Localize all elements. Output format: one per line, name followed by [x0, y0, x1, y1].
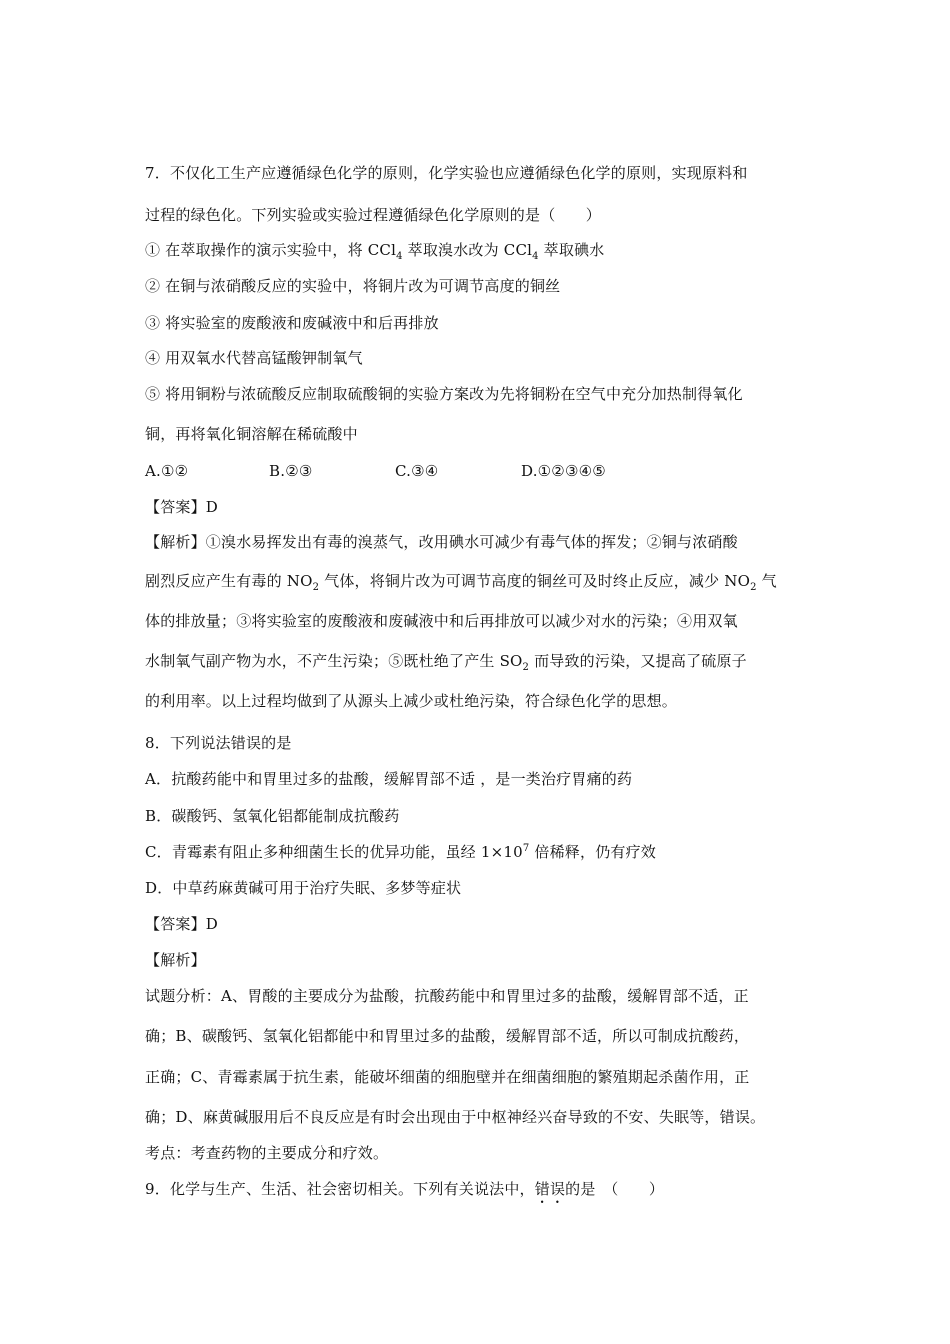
q8-explanation-line4: 确；D、麻黄碱服用后不良反应是有时会出现由于中枢神经兴奋导致的不安、失眠等，错误。	[145, 1108, 766, 1126]
q8-option-d: D．中草药麻黄碱可用于治疗失眠、多梦等症状	[145, 879, 462, 897]
q7-explanation-line2: 剧烈反应产生有毒的 $NO_2$ 气体，将铜片改为可调节高度的铜丝可及时终止反应，减少 $NO_2$ 气	[145, 572, 777, 593]
q7-item-1: ① 在萃取操作的演示实验中，将 CCl$_4$ 萃取溴水改为 CCl$_4$ 萃取碘水	[145, 241, 605, 262]
q8-option-b: B．碳酸钙、氢氧化铝都能制成抗酸药	[145, 807, 400, 825]
q7-item-5-line2: 铜，再将氧化铜溶解在稀硫酸中	[145, 425, 358, 443]
q7-options	[145, 461, 606, 481]
q7-option-d: D.①②③④⑤	[521, 462, 606, 480]
q8-kaodian: 考点：考查药物的主要成分和疗效。	[145, 1144, 389, 1162]
q7-option-a: A.①②	[145, 462, 189, 480]
q8-stem: 8．下列说法错误的是	[145, 734, 292, 752]
q7-item-3: ③ 将实验室的废酸液和废碱液中和后再排放	[145, 314, 439, 332]
q8-option-c: C．青霉素有阻止多种细菌生长的优异功能，虽经 $1\times 10^7$ 倍稀释，仍有疗效	[145, 843, 656, 861]
q8-explanation-title: 【解析】	[145, 951, 206, 969]
q7-option-c: C.③④	[395, 462, 439, 480]
q7-option-b: B.②③	[269, 462, 313, 480]
q7-item-4: ④ 用双氧水代替高锰酸钾制氧气	[145, 349, 363, 367]
q7-item-2: ② 在铜与浓硝酸反应的实验中，将铜片改为可调节高度的铜丝	[145, 277, 561, 295]
q7-explanation-line3: 体的排放量；③将实验室的废酸液和废碱液中和后再排放可以减少对水的污染；④用双氧	[145, 612, 738, 630]
q8-answer: 【答案】D	[145, 915, 219, 933]
q7-item-5-line1: ⑤ 将用铜粉与浓硫酸反应制取硫酸铜的实验方案改为先将铜粉在空气中充分加热制得氧化	[145, 385, 743, 403]
q7-answer: 【答案】D	[145, 498, 219, 516]
q7-explanation-line4: 水制氧气副产物为水，不产生污染；⑤既杜绝了产生 $SO_2$ 而导致的污染，又提高了硫原子	[145, 652, 747, 673]
q7-explanation-line1: 【解析】①溴水易挥发出有毒的溴蒸气，改用碘水可减少有毒气体的挥发；②铜与浓硝酸	[145, 533, 738, 551]
q8-explanation-line3: 正确；C、青霉素属于抗生素，能破坏细菌的细胞壁并在细菌细胞的繁殖期起杀菌作用，正	[145, 1068, 750, 1086]
q8-option-a: A．抗酸药能中和胃里过多的盐酸，缓解胃部不适 ，是一类治疗胃痛的药	[145, 770, 633, 788]
q7-explanation-line5: 的利用率。以上过程均做到了从源头上减少或杜绝污染，符合绿色化学的思想。	[145, 692, 678, 710]
q9-stem: 9．化学与生产、生活、社会密切相关。下列有关说法中，错误的是 （ ）	[145, 1180, 665, 1198]
q8-explanation-line1: 试题分析：A、胃酸的主要成分为盐酸，抗酸药能中和胃里过多的盐酸，缓解胃部不适，正	[145, 987, 749, 1005]
q7-stem-line2: 过程的绿色化。下列实验或实验过程遵循绿色化学原则的是（ ）	[145, 206, 602, 224]
q9-emphasis-word: 错误	[534, 1180, 566, 1198]
q8-explanation-line2: 确；B、碳酸钙、氢氧化铝都能中和胃里过多的盐酸，缓解胃部不适，所以可制成抗酸药，	[145, 1027, 750, 1045]
q7-stem-line1: 7．不仅化工生产应遵循绿色化学的原则，化学实验也应遵循绿色化学的原则，实现原料和	[145, 164, 748, 182]
